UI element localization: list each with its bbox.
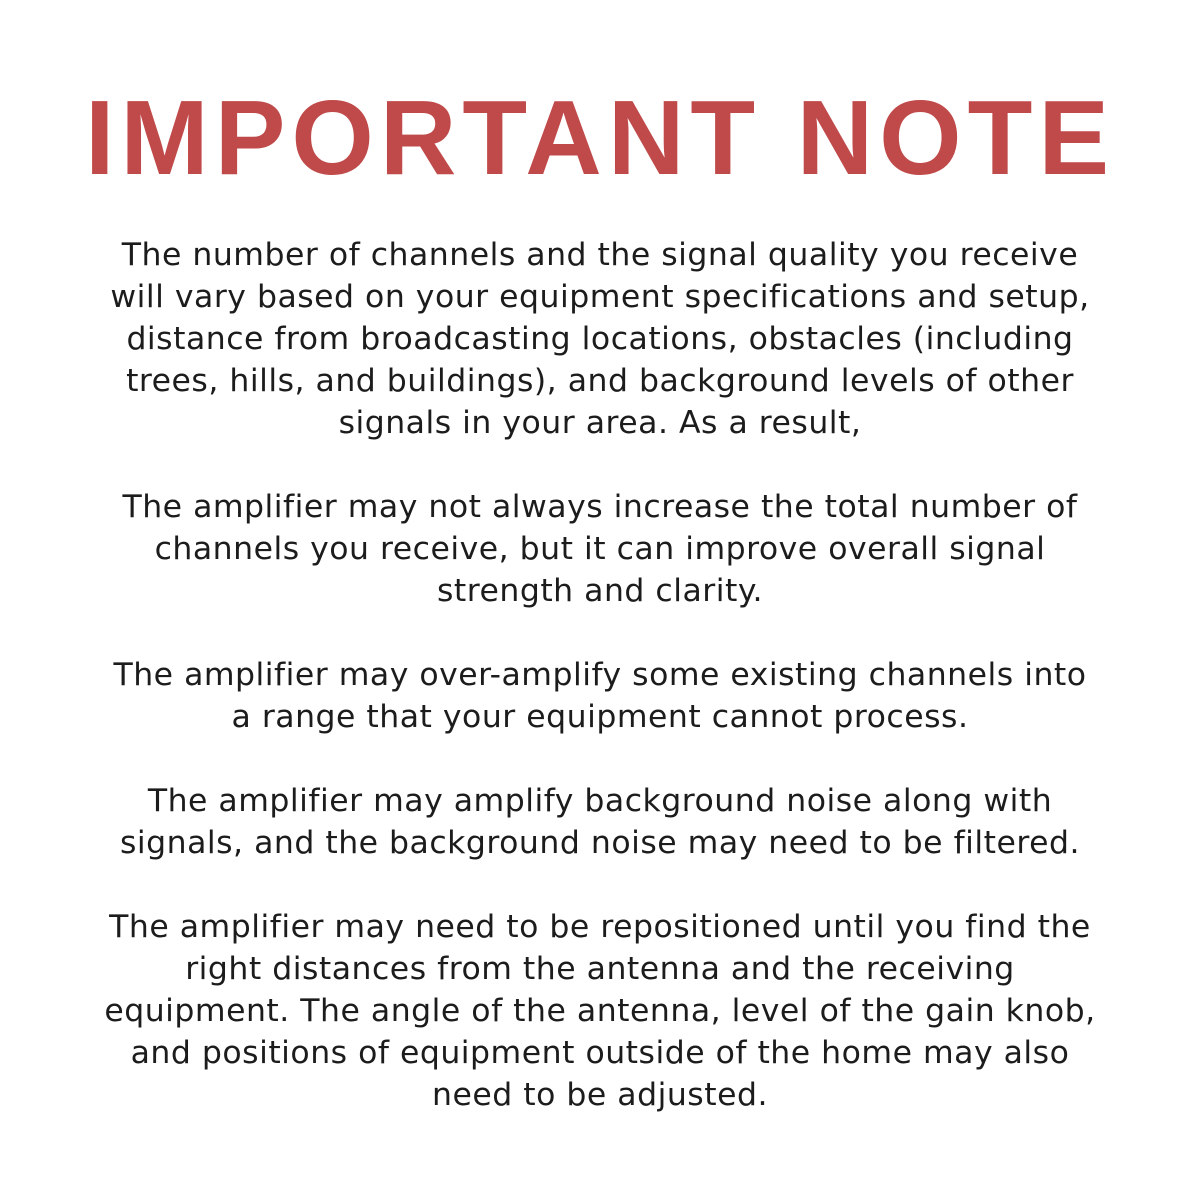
paragraph-line: The amplifier may not always increase the total number of (122, 489, 1078, 525)
note-paragraph-background-noise (40, 780, 1160, 864)
paragraph-line: signals in your area. As a result, (338, 405, 862, 441)
note-paragraph-repositioning (40, 906, 1160, 1116)
paragraph-line: trees, hills, and buildings), and background levels of other (126, 363, 1074, 399)
paragraph-line: The amplifier may amplify background noise along with (147, 783, 1053, 819)
paragraph-line: The amplifier may need to be repositioned until you find the (109, 909, 1091, 945)
paragraph-line: distance from broadcasting locations, obstacles (including (126, 321, 1074, 357)
paragraph-line: will vary based on your equipment specifications and setup, (110, 279, 1090, 315)
page-title: IMPORTANT NOTE (84, 79, 1116, 197)
paragraph-line: signals, and the background noise may need to be filtered. (119, 825, 1081, 861)
paragraph-line: equipment. The angle of the antenna, level of the gain knob, (104, 993, 1096, 1029)
note-paragraph-channel-count (40, 486, 1160, 612)
paragraph-line: right distances from the antenna and the receiving (185, 951, 1015, 987)
note-paragraph-reception-factors (40, 234, 1160, 444)
paragraph-line: The amplifier may over-amplify some existing channels into (113, 657, 1087, 693)
paragraph-line: strength and clarity. (436, 573, 764, 609)
note-paragraph-over-amplify (40, 654, 1160, 738)
paragraph-line: channels you receive, but it can improve overall signal (154, 531, 1046, 567)
paragraph-line: need to be adjusted. (432, 1077, 768, 1113)
paragraph-line: and positions of equipment outside of the home may also (130, 1035, 1070, 1071)
paragraph-line: a range that your equipment cannot process. (231, 699, 969, 735)
paragraph-line: The number of channels and the signal quality you receive (121, 237, 1079, 273)
